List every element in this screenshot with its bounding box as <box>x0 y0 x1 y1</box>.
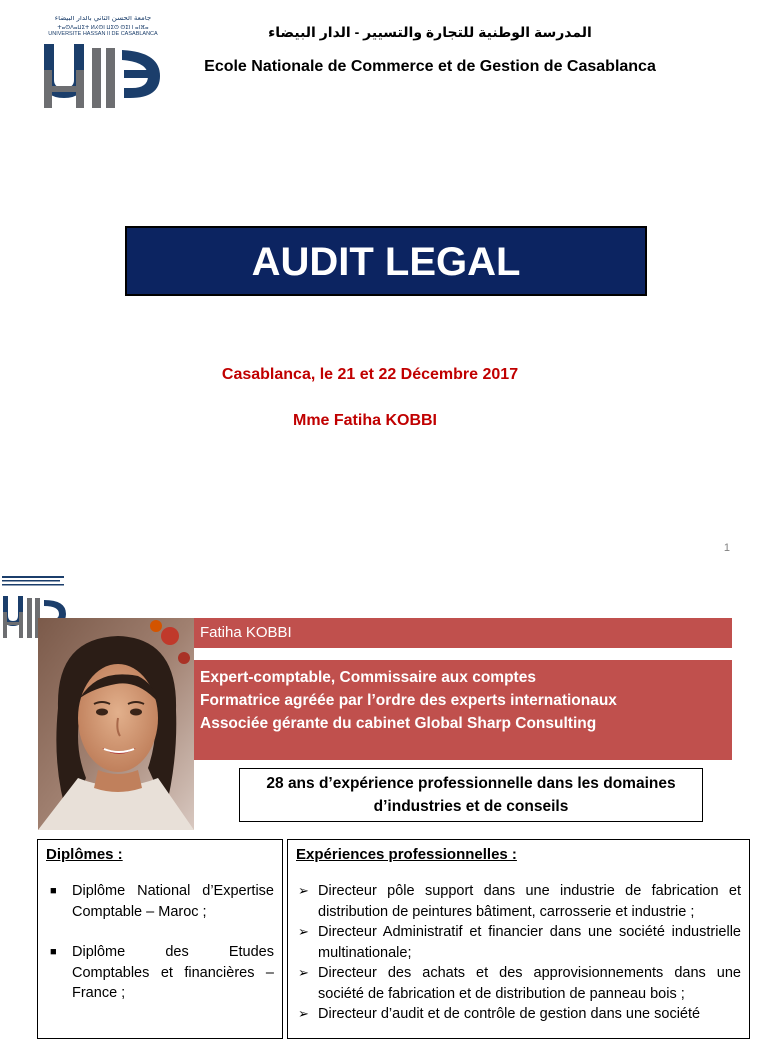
list-item <box>296 1004 741 1025</box>
name-bar: Fatiha KOBBI <box>194 618 732 648</box>
diploma-text: Diplôme National d’Expertise Comptable – Maroc ; <box>72 883 274 920</box>
experience-summary <box>239 768 703 822</box>
diplomas-heading: Diplômes : <box>46 846 123 863</box>
arrow-bullet-icon: ➢ <box>298 965 309 980</box>
experiences-heading: Expériences professionnelles : <box>296 846 517 863</box>
course-title: AUDIT LEGAL <box>125 226 647 296</box>
date-line: Casablanca, le 21 et 22 Décembre 2017 <box>221 366 519 383</box>
page-number: 1 <box>723 542 730 554</box>
logo-arabic-name: جامعة الحسن الثاني بالدار البيضاء <box>54 16 152 22</box>
arrow-bullet-icon: ➢ <box>298 883 309 898</box>
diploma-text: Diplôme des Etudes Comptables et financières – France ; <box>72 944 274 1001</box>
portrait-photo <box>38 618 194 830</box>
experience-text: Directeur pôle support dans une industrie de fabrication et distribution de peintures bâtiment, carrosserie et industrie ; <box>318 883 741 920</box>
role-line: Formatrice agréée par l’ordre des experts internationaux <box>200 692 617 709</box>
diplomas-panel <box>37 839 283 1039</box>
diplomas-list <box>46 881 274 1004</box>
role-line: Expert-comptable, Commissaire aux comptes <box>200 669 536 686</box>
logo-latin-name: UNIVERSITÉ HASSAN II DE CASABLANCA <box>48 31 158 37</box>
arrow-bullet-icon: ➢ <box>298 1006 309 1021</box>
experience-text: Directeur des achats et des approvisionnements dans une société de fabrication et de distribution de panneau bois ; <box>318 965 741 1002</box>
square-bullet-icon: ■ <box>50 946 57 958</box>
square-bullet-icon: ■ <box>50 885 57 897</box>
experiences-list <box>296 881 741 1025</box>
list-item <box>296 922 741 963</box>
experience-text: Directeur d’audit et de contrôle de gestion dans une société <box>318 1006 701 1022</box>
school-title: Ecole Nationale de Commerce et de Gestion de Casablanca <box>204 58 656 75</box>
arrow-bullet-icon: ➢ <box>298 924 309 939</box>
list-item <box>296 963 741 1004</box>
experiences-panel <box>287 839 750 1039</box>
experience-summary-line: d’industries et de conseils <box>373 798 569 815</box>
list-item <box>296 881 741 922</box>
list-item <box>46 881 274 922</box>
logo-tifinagh-name: ⵜⴰⵙⴷⴰⵡⵉⵜ ⵍⵃⵙⵏ ⵡⵉⵙ ⵙⵉⵏ ⵏ ⴰⵏⴼⴰ <box>57 25 149 31</box>
portrait-photo-illustration <box>38 618 194 830</box>
roles-box <box>194 660 732 760</box>
experience-summary-line: 28 ans d’expérience professionnelle dans les domaines <box>266 775 676 792</box>
role-line: Associée gérante du cabinet Global Sharp Consulting <box>200 715 597 732</box>
experience-text: Directeur Administratif et financier dans une société industrielle multinationale; <box>318 924 741 961</box>
author-line: Mme Fatiha KOBBI <box>292 412 437 429</box>
school-arabic-title: المدرسة الوطنية للتجارة والتسيير - الدار البيضاء <box>268 24 592 40</box>
slide-2 <box>0 572 768 1024</box>
list-item <box>46 942 274 1004</box>
university-logo-icon <box>40 40 166 110</box>
university-logo <box>40 14 166 110</box>
